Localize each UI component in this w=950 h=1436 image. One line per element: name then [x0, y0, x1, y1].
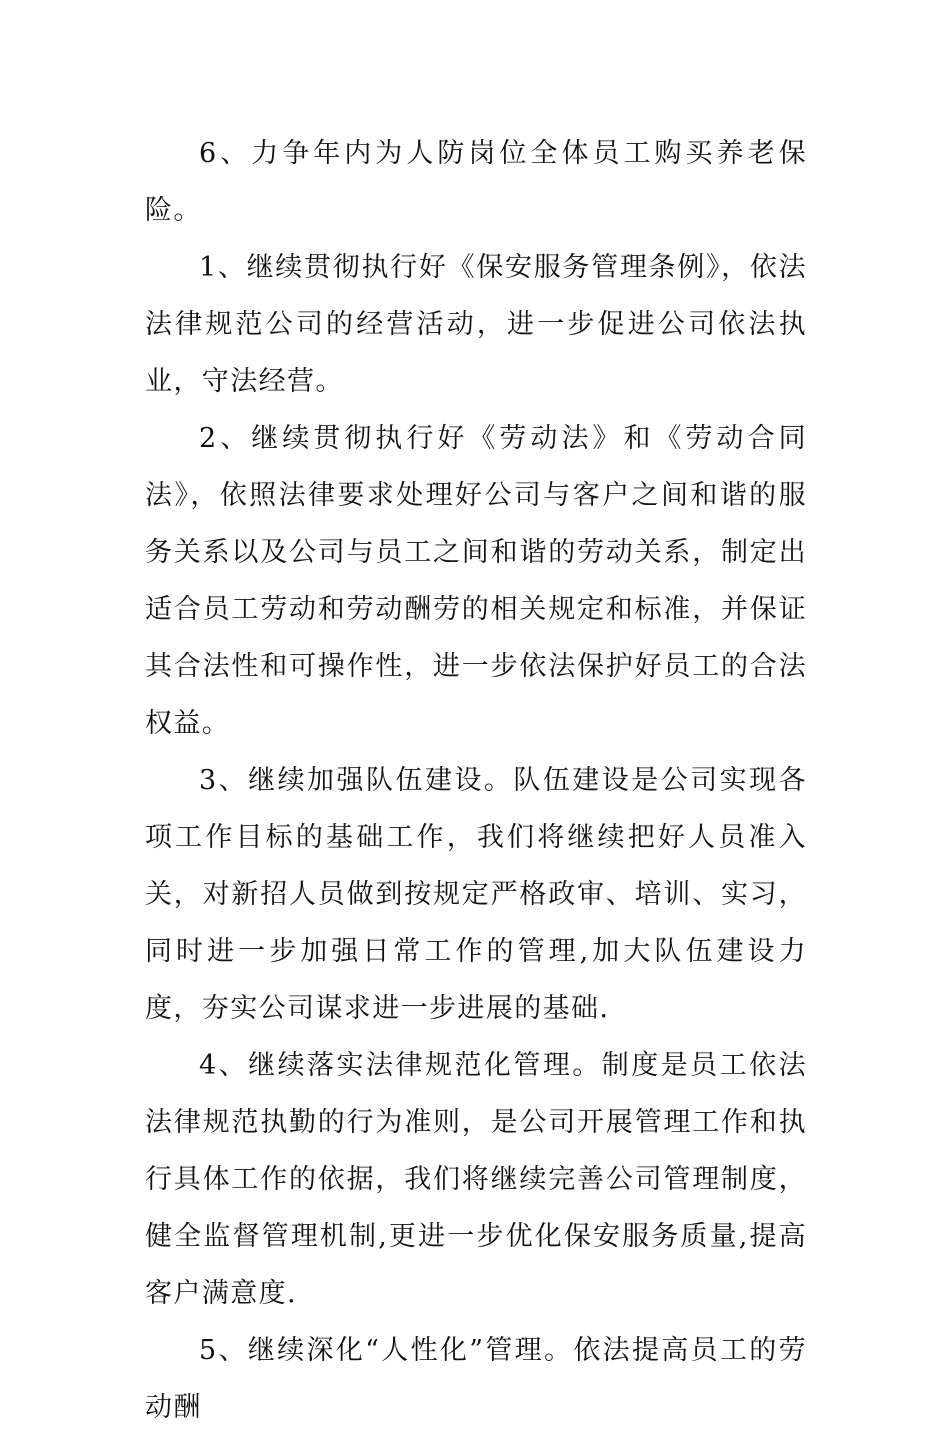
paragraph-item-2: 2、继续贯彻执行好《劳动法》和《劳动合同法》，依照法律要求处理好公司与客户之间和谐的服务关系以及公司与员工之间和谐的劳动关系，制定出适合员工劳动和劳动酬劳的相关规定和标准，并保证其合法性和可操作性，进一步依法保护好员工的合法权益。	[145, 423, 807, 739]
paragraph-item-3: 3、继续加强队伍建设。队伍建设是公司实现各项工作目标的基础工作，我们将继续把好人员准入关，对新招人员做到按规定严格政审、培训、实习，同时进一步加强日常工作的管理,加大队伍建设力度，夯实公司谋求进一步进展的基础.	[145, 765, 807, 1024]
paragraph-item-6: 6、力争年内为人防岗位全体员工购买养老保险。	[145, 138, 807, 226]
paragraph-item-5: 5、继续深化“人性化”管理。依法提高员工的劳动酬	[145, 1335, 807, 1423]
document-body	[145, 125, 807, 1436]
paragraph-item-1: 1、继续贯彻执行好《保安服务管理条例》，依法法律规范公司的经营活动，进一步促进公司依法执业，守法经营。	[145, 252, 807, 397]
paragraph-item-4: 4、继续落实法律规范化管理。制度是员工依法法律规范执勤的行为准则，是公司开展管理工作和执行具体工作的依据，我们将继续完善公司管理制度，健全监督管理机制,更进一步优化保安服务质量,提高客户满意度.	[145, 1050, 807, 1309]
